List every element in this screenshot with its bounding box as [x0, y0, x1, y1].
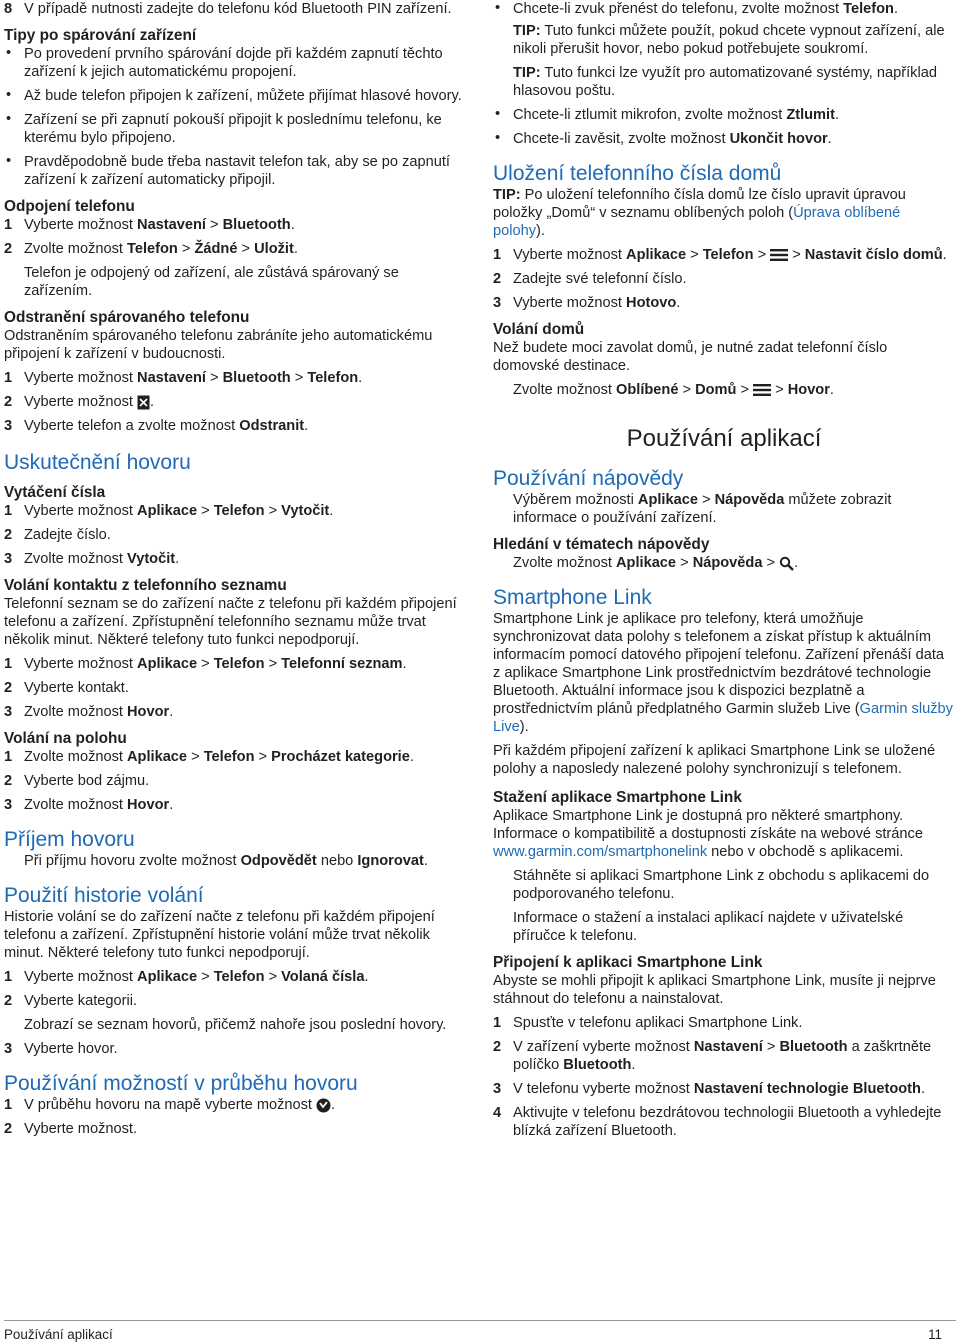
step: 3 Vyberte hovor.	[4, 1041, 118, 1057]
search-icon	[779, 556, 794, 571]
instruction: Zvolte možnost Aplikace > Nápověda > .	[513, 555, 799, 571]
step: 1 V průběhu hovoru na mapě vyberte možnost .	[4, 1097, 336, 1113]
step: 3 Vyberte možnost Hotovo.	[493, 295, 681, 311]
link[interactable]: www.garmin.com/smartphonelink	[493, 844, 708, 860]
section-heading: Stažení aplikace Smartphone Link	[493, 789, 742, 806]
step: 2 Vyberte kontakt.	[4, 680, 129, 696]
step: 2 Vyberte kategorii.	[4, 993, 138, 1009]
section-heading: Vytáčení čísla	[4, 484, 106, 501]
link[interactable]: Úprava oblíbené polohy	[493, 205, 901, 239]
step: 3 Zvolte možnost Vytočit.	[4, 551, 180, 567]
section-heading: Připojení k aplikaci Smartphone Link	[493, 954, 763, 971]
paragraph: Informace o stažení a instalaci aplikací najdete v uživatelské příručce k telefonu.	[513, 910, 904, 944]
bullet-item: • Po provedení prvního spárování dojde při každém zapnutí těchto zařízení k jejich automatickému propojení.	[6, 45, 443, 80]
section-title: Uskutečnění hovoru	[4, 451, 191, 474]
footer-divider	[4, 1320, 956, 1321]
paragraph: Historie volání se do zařízení načte z telefonu při každém připojení telefonu a zařízení. Zpřístupnění historie volání může trvat několik minut. Některé telefony tuto funkci nepodporují.	[4, 909, 435, 961]
paragraph: Při příjmu hovoru zvolte možnost Odpovědět nebo Ignorovat.	[24, 853, 428, 869]
section-heading: Odpojení telefonu	[4, 198, 135, 215]
chapter-title: Používání aplikací	[626, 425, 822, 452]
section-heading: Volání na polohu	[4, 730, 127, 747]
tip: TIP: Po uložení telefonního čísla domů lze číslo upravit úpravou položky „Domů“ v seznamu oblíbených poloh (Úprava oblíbené polohy).	[493, 187, 906, 239]
trash-icon	[137, 395, 150, 410]
paragraph: Odstraněním spárovaného telefonu zabráníte jeho automatickému připojení k zařízení v budoucnosti.	[4, 328, 433, 362]
paragraph: Stáhněte si aplikaci Smartphone Link z obchodu s aplikacemi do podporovaného telefonu.	[513, 868, 930, 902]
bullet-item: • Chcete-li zavěsit, zvolte možnost Ukončit hovor.	[495, 130, 832, 147]
step: 2 V zařízení vyberte možnost Nastavení > Bluetooth a zaškrtněte políčko Bluetooth.	[493, 1039, 932, 1073]
paragraph: Abyste se mohli připojit k aplikaci Smartphone Link, musíte ji nejprve stáhnout do telefonu a nainstalovat.	[493, 973, 936, 1007]
page-number: 11	[928, 1327, 942, 1342]
section-title: Použití historie volání	[4, 884, 204, 907]
link[interactable]: Garmin služby Live	[493, 701, 953, 735]
step: 2 Vyberte bod zájmu.	[4, 773, 150, 789]
section-heading: Odstranění spárovaného telefonu	[4, 309, 250, 326]
section-title: Uložení telefonního čísla domů	[493, 162, 782, 185]
step: 1 Zvolte možnost Aplikace > Telefon > Procházet kategorie.	[4, 749, 414, 765]
note: Zobrazí se seznam hovorů, přičemž nahoře jsou poslední hovory.	[24, 1017, 447, 1033]
right-column	[493, 0, 955, 1146]
bullet-item: • Až bude telefon připojen k zařízení, můžete přijímat hlasové hovory.	[6, 87, 462, 104]
tip: TIP: Tuto funkci můžete použít, pokud chcete vypnout zařízení, ale nikoli přerušit hovor, nebo pokud potřebujete soukromí.	[513, 23, 945, 57]
step: 2 Zadejte své telefonní číslo.	[493, 271, 687, 287]
section-heading: Tipy po spárování zařízení	[4, 27, 197, 44]
step: 3 Zvolte možnost Hovor.	[4, 797, 174, 813]
note: Telefon je odpojený od zařízení, ale zůstává spárovaný se zařízením.	[24, 265, 399, 299]
bullet-item: • Zařízení se při zapnutí pokouší připojit k poslednímu telefonu, ke kterému bylo připojeno.	[6, 111, 442, 146]
bullet-item: • Chcete-li zvuk přenést do telefonu, zvolte možnost Telefon.	[495, 0, 899, 17]
tip: TIP: Tuto funkci lze využít pro automatizované systémy, například hlasovou poštu.	[513, 65, 937, 99]
instruction: Zvolte možnost Oblíbené > Domů > > Hovor.	[513, 382, 834, 398]
menu-icon	[770, 248, 788, 262]
step: 4 Aktivujte v telefonu bezdrátovou technologii Bluetooth a vyhledejte blízká zařízení Bluetooth.	[493, 1105, 942, 1139]
step: 3 Vyberte telefon a zvolte možnost Odstranit.	[4, 418, 309, 434]
section-title: Příjem hovoru	[4, 828, 135, 851]
bullet-item: • Chcete-li ztlumit mikrofon, zvolte možnost Ztlumit.	[495, 106, 840, 123]
section-title: Používání nápovědy	[493, 467, 684, 490]
paragraph: Při každém připojení zařízení k aplikaci Smartphone Link se uložené polohy a naposledy nalezené polohy synchronizují s telefonem.	[493, 743, 936, 777]
paragraph: Než budete moci zavolat domů, je nutné zadat telefonní číslo domovské destinace.	[493, 340, 888, 374]
menu-icon	[753, 383, 771, 397]
step: 1 Vyberte možnost Aplikace > Telefon > Vytočit.	[4, 503, 334, 519]
step: 2 Vyberte možnost.	[4, 1121, 138, 1137]
step: 1 Spusťte v telefonu aplikaci Smartphone Link.	[493, 1015, 803, 1031]
section-title: Používání možností v průběhu hovoru	[4, 1072, 358, 1095]
paragraph: Smartphone Link je aplikace pro telefony, která umožňuje synchronizovat data polohy s telefonem a získat přístup k aktuálním informacím pomocí datového připojení telefonu. Zařízení přenáší data z aplikace Smartphone Link prostřednictvím bezdrátové technologie Bluetooth. Aktuální informace jsou k dispozici bezplatně a prostřednictvím plánů předplatného Garmin služeb Live (Garmin služby Live).	[493, 611, 953, 735]
paragraph: Telefonní seznam se do zařízení načte z telefonu při každém připojení telefonu a zařízení. Zpřístupnění telefonního seznamu může trvat několik minut. Některé telefony tuto funkci nepodporují.	[4, 596, 457, 648]
bullet-item: • Pravděpodobně bude třeba nastavit telefon tak, aby se po zapnutí zařízení k zařízení automaticky připojil.	[6, 153, 450, 188]
paragraph: Výběrem možnosti Aplikace > Nápověda můžete zobrazit informace o používání zařízení.	[513, 492, 892, 526]
step: 1 Vyberte možnost Nastavení > Bluetooth.	[4, 217, 295, 233]
step: 2 Vyberte možnost .	[4, 394, 155, 410]
footer-section: Používání aplikací	[4, 1327, 113, 1342]
step: 1 Vyberte možnost Nastavení > Bluetooth > Telefon.	[4, 370, 363, 386]
step: 3 Zvolte možnost Hovor.	[4, 704, 174, 720]
step: 1 Vyberte možnost Aplikace > Telefon > Telefonní seznam.	[4, 656, 407, 672]
step: 3 V telefonu vyberte možnost Nastavení technologie Bluetooth.	[493, 1081, 926, 1097]
left-column	[4, 0, 466, 1144]
paragraph: Aplikace Smartphone Link je dostupná pro některé smartphony. Informace o kompatibilitě a dostupnosti získáte na webové stránce www.garmin.com/smartphonelink nebo v obchodě s aplikacemi.	[493, 808, 923, 860]
phone-options-icon	[316, 1098, 331, 1113]
section-heading: Volání domů	[493, 321, 585, 338]
step: 2 Zadejte číslo.	[4, 527, 111, 543]
step: 2 Zvolte možnost Telefon > Žádné > Uložit.	[4, 241, 298, 257]
step: 8 V případě nutnosti zadejte do telefonu kód Bluetooth PIN zařízení.	[4, 1, 452, 17]
section-heading: Volání kontaktu z telefonního seznamu	[4, 577, 287, 594]
step: 1 Vyberte možnost Aplikace > Telefon > > Nastavit číslo domů.	[493, 247, 947, 263]
step: 1 Vyberte možnost Aplikace > Telefon > Volaná čísla.	[4, 969, 369, 985]
section-title: Smartphone Link	[493, 586, 652, 609]
section-heading: Hledání v tématech nápovědy	[493, 536, 710, 553]
